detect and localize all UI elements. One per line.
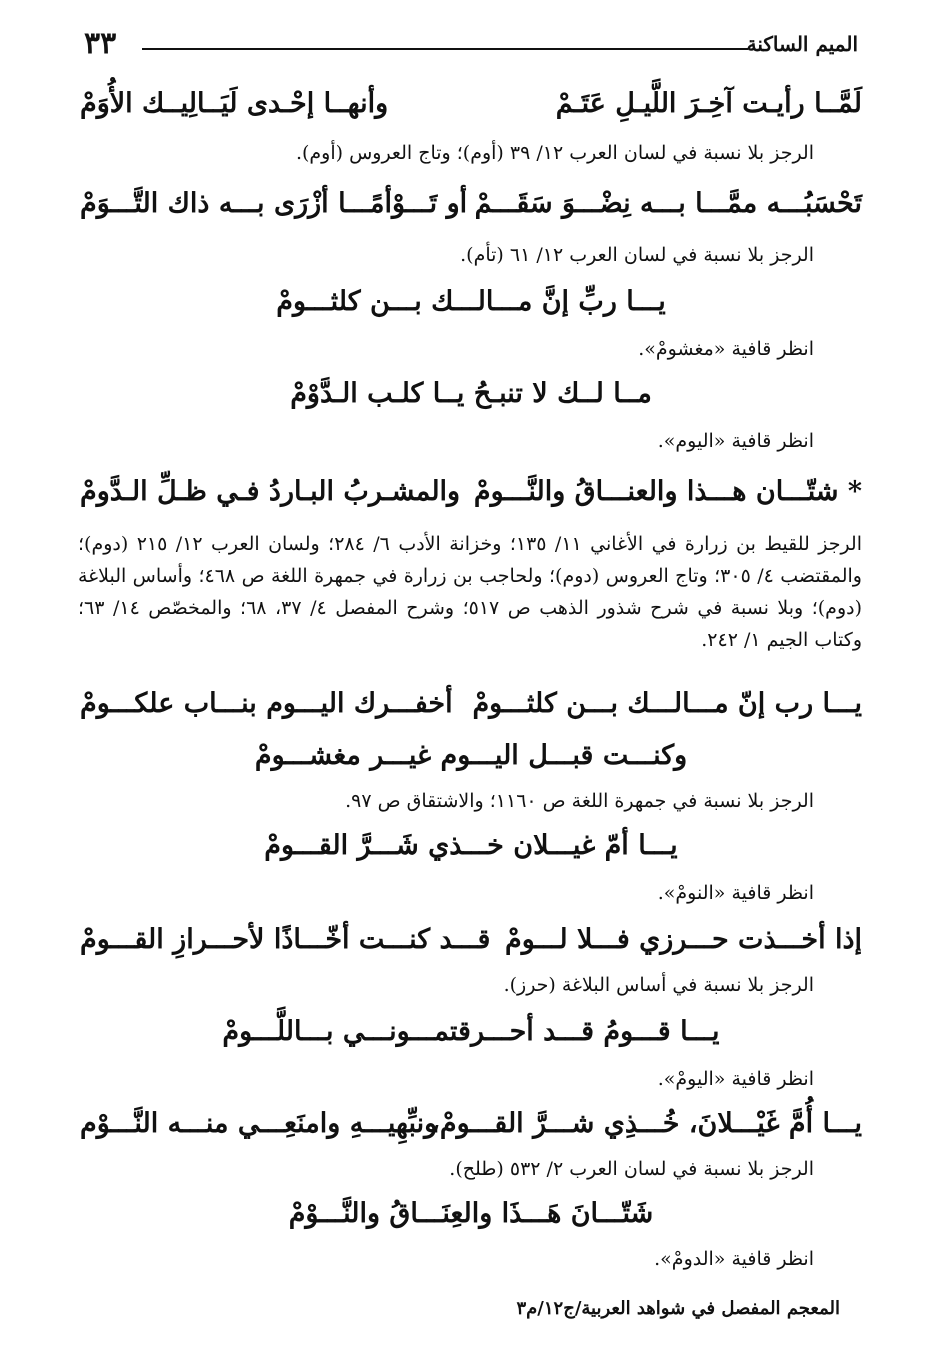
verse-first-hemistich: * شتّـــان هـــذا والعنـــاقُ والنَّـــومْ [473, 476, 862, 507]
source-citation: الرجز بلا نسبة في لسان العرب ١٢/ ٦١ (تأم). [460, 244, 814, 266]
single-verse: يـــا قـــومُ قـــد أحـــرقتمـــونـــي بـــاللَّـــومْ [222, 1016, 720, 1047]
page-footer: المعجم المفصل في شواهد العربية/ج١٢/م٣ [516, 1298, 840, 1319]
running-title: الميم الساكنة [746, 32, 858, 56]
verse-line [80, 476, 862, 522]
verse-first-hemistich: يـــا أُمَّ غَيْـــلانَ، خُـــذِي شـــرَّ القـــومْ، [431, 1108, 862, 1139]
source-citation: الرجز بلا نسبة في جمهرة اللغة ص ١١٦٠؛ والاشتقاق ص ٩٧. [345, 790, 814, 812]
verse-second-hemistich: قـــد كنـــت أخّـــاذًا لأحـــرازِ القـــومْ [80, 924, 491, 955]
verse-second-hemistich: والمشـربُ البـاردُ فـي ظـلِّ الـدَّومْ [80, 476, 461, 507]
page-header [84, 26, 858, 66]
single-verse: يـــا أمّ غيـــلان خـــذي شَـــرَّ القـــومْ [264, 830, 678, 861]
cross-reference-note: انظر قافية «النومْ». [657, 882, 814, 904]
verse-line [80, 1108, 862, 1154]
single-verse: يـــا ربِّ إنَّ مـــالـــك بـــن كلثـــومْ [276, 286, 666, 317]
single-verse: شَتّـــانَ هَـــذَا والعِنَـــاقُ والنَّـــوْمْ [288, 1198, 654, 1229]
header-rule [142, 48, 748, 50]
source-citation: الرجز بلا نسبة في أساس البلاغة (حرز). [503, 974, 814, 996]
source-citation-paragraph: الرجز للقيط بن زرارة في الأغاني ١١/ ١٣٥؛ وخزانة الأدب ٦/ ٢٨٤؛ ولسان العرب ١٢/ ٢١٥ (دوم)؛ والمقتضب ٤/ ٣٠٥؛ وتاج العروس (دوم)؛ ولحاجب بن زرارة في جمهرة اللغة ص ٤٦٨؛ وأساس البلاغة (دوم)؛ وبلا نسبة في شرح شذور الذهب ص ٥١٧؛ وشرح المفصل ٤/ ٣٧، ٦٨؛ والمخصّص ١٤/ ٦٣؛ وكتاب الجيم ١/ ٢٤٢. [78, 533, 862, 651]
cross-reference-note: انظر قافية «مغشومْ». [638, 338, 814, 360]
page-number: ٣٣ [84, 26, 117, 61]
verse-second-hemistich: ونبِّهِيـــهِ وامنَعِـــي منـــه النَّـــوْم [80, 1108, 438, 1139]
cross-reference-note: انظر قافية «اليومْ». [657, 1068, 814, 1090]
verse-first-hemistich: تَحْسَبُـــه ممَّـــا بـــه نِضْـــوَ سَقَـــمْ [474, 188, 862, 219]
cross-reference-note: انظر قافية «الدومْ». [654, 1248, 814, 1270]
verse-second-hemistich: أخفـــرك اليـــوم بنـــاب علكـــومْ [80, 688, 453, 719]
source-citation: الرجز بلا نسبة في لسان العرب ١٢/ ٣٩ (أوم)؛ وتاج العروس (أوم). [295, 142, 814, 164]
single-verse: وكنـــت قبـــل اليـــوم غيـــر مغشـــومْ [254, 740, 688, 771]
verse-line [80, 924, 862, 970]
verse-first-hemistich: لَمَّــا رأيـت آخِـرَ اللَّيـلِ عَتَـمْ [555, 88, 862, 119]
verse-line [80, 688, 862, 734]
single-verse: مــا لــك لا تنبـحُ يــا كلـب الـدَّوْمْ [290, 378, 652, 409]
verse-second-hemistich: أو تَـــوْأمًـــا أزْرَى بـــه ذاك التَّـــوَمْ [80, 188, 468, 219]
verse-second-hemistich: وأنهــا إحْـدى لَيَــالِيــك الأُوَمْ [80, 88, 389, 119]
verse-first-hemistich: إذا أخـــذت حـــرزي فـــلا لـــومْ [505, 924, 862, 955]
source-citation: الرجز بلا نسبة في لسان العرب ٢/ ٥٣٢ (طلح). [449, 1158, 814, 1180]
verse-line [80, 188, 862, 234]
cross-reference-note: انظر قافية «اليوم». [657, 430, 814, 452]
verse-line [80, 88, 862, 134]
verse-first-hemistich: يـــا رب إنّ مـــالـــك بـــن كلثـــومْ [472, 688, 862, 719]
